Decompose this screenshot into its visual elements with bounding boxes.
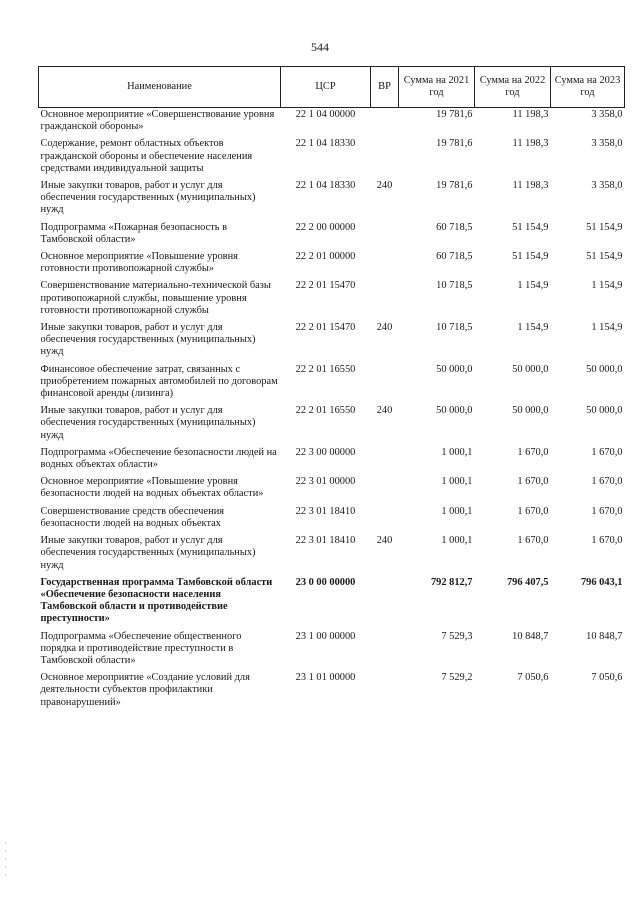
cell-sum-2022: 1 670,0 xyxy=(517,446,549,458)
budget-table xyxy=(38,66,625,714)
table-row xyxy=(39,535,625,577)
cell-vr: 240 xyxy=(376,180,393,192)
cell-vr xyxy=(371,280,399,322)
cell-sum-2021: 1 000,1 xyxy=(441,476,473,488)
cell-sum-2021: 50 000,0 xyxy=(436,405,473,417)
cell-vr: 240 xyxy=(376,535,393,547)
table-row xyxy=(39,280,625,322)
cell-sum-2021: 10 718,5 xyxy=(436,322,473,334)
cell-name: Подпрограмма «Обеспечение общественного порядка и противодействие преступности в Тамбовской области» xyxy=(40,630,242,666)
cell-sum-2023: 1 670,0 xyxy=(591,505,623,517)
cell-sum-2023: 3 358,0 xyxy=(591,138,623,150)
cell-name: Содержание, ремонт областных объектов гражданской обороны и обеспечение населения средствами индивидуальной защиты xyxy=(40,138,253,174)
table-row xyxy=(39,577,625,631)
cell-csr: 22 3 00 00000 xyxy=(295,446,356,458)
table-row xyxy=(39,631,625,673)
cell-sum-2023: 50 000,0 xyxy=(586,405,623,417)
cell-sum-2023: 50 000,0 xyxy=(586,363,623,375)
cell-csr: 22 2 01 15470 xyxy=(295,280,356,292)
cell-csr: 22 3 01 00000 xyxy=(295,476,356,488)
cell-sum-2021: 60 718,5 xyxy=(436,221,473,233)
table-row xyxy=(39,405,625,447)
cell-name: Иные закупки товаров, работ и услуг для обеспечения государственных (муниципальных) нужд xyxy=(40,535,256,571)
cell-csr: 22 2 01 16550 xyxy=(295,405,356,417)
cell-sum-2022: 7 050,6 xyxy=(517,672,549,684)
cell-sum-2022: 50 000,0 xyxy=(512,405,549,417)
cell-sum-2023: 51 154,9 xyxy=(586,221,623,233)
table-header-row xyxy=(39,67,625,108)
cell-sum-2021: 1 000,1 xyxy=(441,446,473,458)
cell-name: Подпрограмма «Обеспечение безопасности людей на водных объектах области» xyxy=(40,446,277,471)
cell-csr: 22 3 01 18410 xyxy=(295,505,356,517)
table-row xyxy=(39,138,625,180)
cell-vr xyxy=(371,251,399,280)
cell-sum-2022: 11 198,3 xyxy=(512,180,549,192)
cell-name: Основное мероприятие «Создание условий для деятельности субъектов профилактики правонарушений» xyxy=(40,672,250,708)
cell-vr xyxy=(371,138,399,180)
cell-vr xyxy=(371,672,399,714)
cell-sum-2022: 11 198,3 xyxy=(512,138,549,150)
header-sum-2022: Сумма на 2022 год xyxy=(475,67,551,108)
cell-sum-2021: 19 781,6 xyxy=(436,180,473,192)
cell-vr: 240 xyxy=(376,405,393,417)
cell-name: Совершенствование материально-технической базы противопожарной службы, повышение уровня готовности противопожарной службы xyxy=(40,280,271,316)
cell-csr: 22 2 00 00000 xyxy=(295,221,356,233)
header-sum-2021: Сумма на 2021 год xyxy=(399,67,475,108)
header-name: Наименование xyxy=(39,67,281,108)
cell-sum-2023: 796 043,1 xyxy=(580,576,623,588)
cell-vr xyxy=(371,447,399,476)
cell-sum-2021: 50 000,0 xyxy=(436,363,473,375)
cell-sum-2022: 1 670,0 xyxy=(517,505,549,517)
cell-name: Подпрограмма «Пожарная безопасность в Тамбовской области» xyxy=(40,221,227,245)
page-number: 544 xyxy=(311,40,329,54)
cell-sum-2022: 51 154,9 xyxy=(512,251,549,263)
cell-vr: 240 xyxy=(376,322,393,334)
cell-name: Основное мероприятие «Совершенствование уровня гражданской обороны» xyxy=(39,108,281,139)
cell-csr: 22 1 04 18330 xyxy=(295,180,356,192)
table-row xyxy=(39,506,625,535)
cell-sum-2023: 1 154,9 xyxy=(591,280,623,292)
cell-name: Иные закупки товаров, работ и услуг для обеспечения государственных (муниципальных) нужд xyxy=(40,405,256,441)
table-row xyxy=(39,447,625,476)
table-row xyxy=(39,364,625,406)
cell-vr xyxy=(371,631,399,673)
cell-csr: 22 3 01 18410 xyxy=(295,535,356,547)
cell-sum-2021: 7 529,3 xyxy=(441,630,473,642)
cell-csr: 22 1 04 00000 xyxy=(281,108,371,139)
cell-csr: 22 1 04 18330 xyxy=(295,138,356,150)
cell-csr: 22 2 01 15470 xyxy=(295,322,356,334)
header-csr: ЦСР xyxy=(281,67,371,108)
cell-sum-2022: 50 000,0 xyxy=(512,363,549,375)
cell-name: Основное мероприятие «Повышение уровня готовности противопожарной службы» xyxy=(40,251,238,275)
cell-name: Совершенствование средств обеспечения безопасности людей на водных объектах xyxy=(40,505,225,529)
cell-sum-2023: 3 358,0 xyxy=(591,180,623,192)
cell-sum-2023: 10 848,7 xyxy=(586,630,623,642)
cell-csr: 23 1 01 00000 xyxy=(295,672,356,684)
cell-sum-2021: 19 781,6 xyxy=(399,108,475,139)
cell-csr: 23 1 00 00000 xyxy=(295,630,356,642)
header-vr: ВР xyxy=(371,67,399,108)
table-row xyxy=(39,251,625,280)
cell-name: Основное мероприятие «Повышение уровня безопасности людей на водных объектах области» xyxy=(40,476,264,500)
header-sum-2023: Сумма на 2023 год xyxy=(551,67,625,108)
table-row xyxy=(39,672,625,714)
cell-vr xyxy=(371,222,399,251)
cell-sum-2023: 1 670,0 xyxy=(591,446,623,458)
cell-sum-2022: 51 154,9 xyxy=(512,221,549,233)
table-row xyxy=(39,222,625,251)
cell-csr: 22 2 01 16550 xyxy=(295,363,356,375)
cell-sum-2022: 1 670,0 xyxy=(517,535,549,547)
cell-sum-2021: 19 781,6 xyxy=(436,138,473,150)
cell-sum-2021: 792 812,7 xyxy=(430,576,473,588)
cell-vr xyxy=(371,108,399,139)
cell-vr xyxy=(371,476,399,505)
cell-sum-2021: 1 000,1 xyxy=(441,505,473,517)
cell-vr xyxy=(371,364,399,406)
cell-sum-2022: 796 407,5 xyxy=(506,576,549,588)
cell-csr: 23 0 00 00000 xyxy=(295,576,356,588)
cell-sum-2021: 1 000,1 xyxy=(441,535,473,547)
cell-sum-2021: 10 718,5 xyxy=(436,280,473,292)
table-row xyxy=(39,476,625,505)
table-row xyxy=(39,108,625,139)
cell-sum-2023: 1 154,9 xyxy=(591,322,623,334)
cell-sum-2023: 7 050,6 xyxy=(591,672,623,684)
cell-csr: 22 2 01 00000 xyxy=(295,251,356,263)
cell-name: Финансовое обеспечение затрат, связанных с приобретением пожарных автомобилей по договорам финансовой аренды (лизинга) xyxy=(40,363,278,400)
table-body xyxy=(39,108,625,714)
cell-name: Государственная программа Тамбовской области «Обеспечение безопасности населения Тамбовской области и противодействие преступности» xyxy=(40,576,273,625)
cell-sum-2021: 60 718,5 xyxy=(436,251,473,263)
cell-sum-2022: 1 670,0 xyxy=(517,476,549,488)
cell-sum-2022: 11 198,3 xyxy=(475,108,551,139)
margin-marks: · · · · · xyxy=(4,839,7,880)
cell-sum-2023: 3 358,0 xyxy=(551,108,625,139)
cell-sum-2021: 7 529,2 xyxy=(441,672,473,684)
cell-name: Иные закупки товаров, работ и услуг для обеспечения государственных (муниципальных) нужд xyxy=(40,322,256,358)
cell-sum-2023: 1 670,0 xyxy=(591,535,623,547)
cell-vr xyxy=(371,506,399,535)
cell-name: Иные закупки товаров, работ и услуг для обеспечения государственных (муниципальных) нужд xyxy=(40,180,256,216)
cell-sum-2022: 1 154,9 xyxy=(517,322,549,334)
cell-sum-2023: 51 154,9 xyxy=(586,251,623,263)
table-row xyxy=(39,322,625,364)
cell-sum-2022: 1 154,9 xyxy=(517,280,549,292)
cell-vr xyxy=(371,577,399,631)
table-row xyxy=(39,180,625,222)
cell-sum-2023: 1 670,0 xyxy=(591,476,623,488)
cell-sum-2022: 10 848,7 xyxy=(512,630,549,642)
